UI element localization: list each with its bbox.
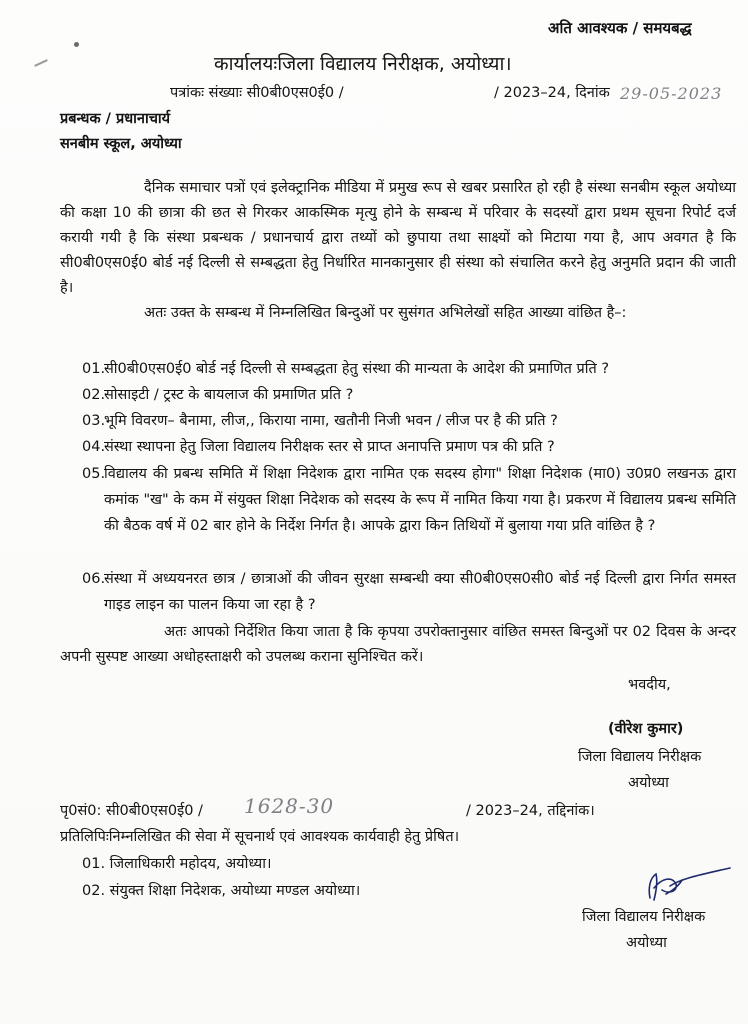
- ink-mark: [74, 42, 79, 47]
- handwritten-signature: [632, 864, 736, 910]
- reference-number: पत्रांकः संख्याः सी0बी0एस0ई0 /: [170, 85, 344, 101]
- list-item: [82, 566, 736, 618]
- urgency-note: अति आवश्यक / समयबद्ध: [548, 19, 692, 37]
- endorsement-number: पृ0सं0: सी0बी0एस0ई0 /: [60, 803, 203, 819]
- ink-mark: [34, 59, 48, 67]
- closing-paragraph: अतः आपको निर्देशित किया जाता है कि कृपया उपरोक्तानुसार वांछित समस्त बिन्दुओं पर 02 दिवस के अन्दर अपनी सुस्पष्ट आख्या अधोहस्ताक्षरी को उपलब्ध कराना सुनिश्चित करें।: [60, 624, 736, 665]
- request-line: अतः उक्त के सम्बन्ध में निम्नलिखित बिन्दुओं पर सुसंगत अभिलेखों सहित आख्या वांछित है–:: [144, 305, 627, 321]
- item-number: 06.: [82, 571, 106, 587]
- reference-year-date: / 2023–24, दिनांक: [494, 85, 610, 101]
- item-text: संस्था स्थापना हेतु जिला विद्यालय निरीक्षक स्तर से प्राप्त अनापत्ति प्रमाण पत्र की प्रति ?: [104, 439, 555, 455]
- signatory-name: (वीरेश कुमार): [608, 721, 684, 737]
- item-text: सोसाइटी / ट्रस्ट के बायलाज की प्रमाणित प्रति ?: [104, 387, 354, 403]
- bottom-signatory-place: अयोध्या: [626, 935, 667, 951]
- item-number: 04.: [82, 439, 106, 455]
- endorsement-year-date: / 2023–24, तद्दिनांक।: [466, 803, 595, 819]
- item-number: 01.: [82, 361, 106, 377]
- copy-text: संयुक्त शिक्षा निदेशक, अयोध्या मण्डल अयोध्या।: [109, 883, 361, 899]
- item-text: सी0बी0एस0ई0 बोर्ड नई दिल्ली से सम्बद्धता हेतु संस्था की मान्यता के आदेश की प्रमाणित प्रति ?: [104, 361, 610, 377]
- item-text: संस्था में अध्ययनरत छात्र / छात्राओं की जीवन सुरक्षा सम्बन्धी क्या सी0बी0एस0सी0 बोर्ड नई दिल्ली द्वारा निर्गत समस्त गाइड लाइन का पालन किया जा रहा है ?: [104, 571, 736, 613]
- item-number: 02.: [82, 387, 106, 403]
- copy-item: [82, 880, 360, 900]
- office-heading: कार्यालयःजिला विद्यालय निरीक्षक, अयोध्या।: [214, 53, 512, 75]
- item-number: 03.: [82, 413, 106, 429]
- list-item: [82, 434, 738, 460]
- copy-forwarded-line: प्रतिलिपिःनिम्नलिखित की सेवा में सूचनार्थ एवं आवश्यक कार्यवाही हेतु प्रेषित।: [60, 829, 460, 845]
- item-text: भूमि विवरण– बैनामा, लीज,, किराया नामा, खतौनी निजी भवन / लीज पर है की प्रति ?: [104, 413, 558, 429]
- signatory-place: अयोध्या: [628, 775, 669, 791]
- handwritten-date: 29-05-2023: [620, 84, 723, 103]
- handwritten-endorsement-number: 1628-30: [244, 794, 335, 818]
- signatory-designation: जिला विद्यालय निरीक्षक: [578, 749, 702, 765]
- list-item: [82, 382, 738, 408]
- recipient-designation: प्रबन्धक / प्रधानाचार्य: [60, 111, 171, 127]
- list-item: [82, 461, 736, 539]
- bottom-signatory-designation: जिला विद्यालय निरीक्षक: [582, 909, 706, 925]
- valediction: भवदीय,: [628, 677, 671, 693]
- copy-number: 02.: [82, 883, 106, 899]
- list-item: [82, 408, 738, 434]
- recipient-school: सनबीम स्कूल, अयोध्या: [60, 136, 182, 152]
- copy-number: 01.: [82, 856, 106, 872]
- item-text: विद्यालय की प्रबन्ध समिति में शिक्षा निदेशक द्वारा नामित एक सदस्य होगा" शिक्षा निदेशक (मा0) उ0प्र0 लखनऊ द्वारा कमांक "ख" के कम में संयुक्त शिक्षा निदेशक को सदस्य के रूप में नामित किया गया है। प्रकरण में विद्यालय प्रबन्ध समिति की बैठक वर्ष में 02 बार होने के निर्देश निर्गत है। आपके द्वारा किन तिथियों में बुलाया गया प्रति वांछित है ?: [104, 466, 736, 534]
- body-paragraph: दैनिक समाचार पत्रों एवं इलेक्ट्रानिक मीडिया में प्रमुख रूप से खबर प्रसारित हो रही है संस्था सनबीम स्कूल अयोध्या की कक्षा 10 की छात्रा की छत से गिरकर आकस्मिक मृत्यु होने के सम्बन्ध में परिवार के सदस्यों द्वारा प्रथम सूचना रिपोर्ट दर्ज करायी गयी है कि संस्था प्रबन्धक / प्रधानचार्य द्वारा तथ्यों को छुपाया तथा साक्ष्यों को मिटाया गया है, आप अवगत है कि सी0बी0एस0ई0 बोर्ड नई दिल्ली से सम्बद्धता हेतु निर्धारित मानकानुसार ही संस्था को संचालित करने हेतु अनुमति प्रदान की जाती है।: [60, 180, 736, 296]
- copy-item: [82, 853, 271, 873]
- item-number: 05.: [82, 466, 106, 482]
- copy-text: जिलाधिकारी महोदय, अयोध्या।: [109, 856, 272, 872]
- list-item: [82, 356, 738, 382]
